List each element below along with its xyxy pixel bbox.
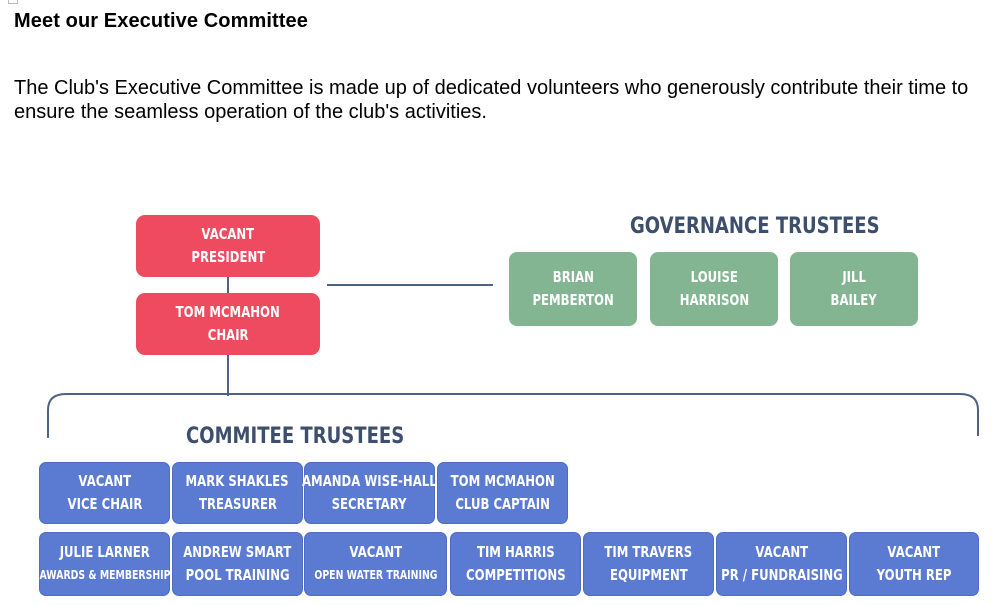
committee-member-card: [39, 462, 170, 524]
committee-member-name: VACANT: [755, 543, 808, 561]
committee-heading: COMMITEE TRUSTEES: [186, 424, 405, 449]
page-title: Meet our Executive Committee: [14, 10, 308, 32]
committee-member-card: [583, 532, 714, 596]
president-chair-connector: [227, 276, 229, 294]
broken-image-icon: [8, 0, 18, 4]
committee-member-card: [849, 532, 979, 596]
committee-member-name: AMANDA WISE-HALL: [302, 472, 437, 490]
governance-heading: GOVERNANCE TRUSTEES: [630, 214, 880, 239]
governance-member-card: [790, 252, 918, 326]
committee-member-role: YOUTH REP: [876, 566, 952, 584]
intro-paragraph: The Club's Executive Committee is made up of dedicated volunteers who generously contribute their time to ensure the seamless operation of the club's activities.: [14, 77, 969, 123]
governance-member-first: LOUISE: [690, 268, 738, 286]
governance-member-last: HARRISON: [679, 291, 749, 309]
committee-member-name: MARK SHAKLES: [185, 472, 290, 490]
chair-box: [136, 293, 320, 355]
committee-member-card: [437, 462, 568, 524]
president-box: [136, 215, 320, 277]
committee-member-name: JULIE LARNER: [59, 543, 150, 561]
committee-member-role: CLUB CAPTAIN: [455, 495, 550, 513]
committee-member-name: VACANT: [887, 543, 941, 561]
committee-member-role: POOL TRAINING: [185, 566, 290, 584]
committee-member-name: ANDREW SMART: [183, 543, 292, 561]
governance-member-last: BAILEY: [830, 291, 878, 309]
committee-member-name: VACANT: [78, 472, 131, 490]
committee-member-name: TOM MCMAHON: [450, 472, 555, 490]
chair-name: TOM MCMAHON: [175, 303, 281, 321]
committee-member-card: [304, 462, 435, 524]
committee-member-role: COMPETITIONS: [465, 566, 566, 584]
committee-member-card: [450, 532, 581, 596]
committee-member-name: TIM HARRIS: [476, 543, 555, 561]
committee-member-role: SECRETARY: [332, 495, 407, 513]
committee-member-card: [172, 462, 303, 524]
committee-member-name: TIM TRAVERS: [604, 543, 693, 561]
committee-bracket: [44, 390, 984, 440]
committee-member-role: PR / FUNDRAISING: [720, 566, 843, 584]
committee-member-role: OPEN WATER TRAINING: [313, 568, 438, 582]
committee-member-role: TREASURER: [198, 495, 277, 513]
governance-member-first: BRIAN: [552, 268, 594, 286]
committee-member-card: [39, 532, 170, 596]
governance-member-first: JILL: [842, 268, 866, 286]
governance-connector: [327, 284, 493, 286]
committee-member-role: AWARDS & MEMBERSHIP: [38, 568, 171, 582]
governance-member-card: [650, 252, 778, 326]
governance-member-last: PEMBERTON: [532, 291, 614, 309]
president-name: VACANT: [201, 225, 255, 243]
committee-member-card: [304, 532, 447, 596]
president-role: PRESIDENT: [191, 248, 265, 266]
committee-member-card: [172, 532, 303, 596]
chair-role: CHAIR: [207, 326, 249, 344]
committee-member-card: [716, 532, 847, 596]
committee-member-role: VICE CHAIR: [67, 495, 142, 513]
committee-member-name: VACANT: [349, 543, 402, 561]
committee-member-role: EQUIPMENT: [609, 566, 688, 584]
governance-member-card: [509, 252, 637, 326]
